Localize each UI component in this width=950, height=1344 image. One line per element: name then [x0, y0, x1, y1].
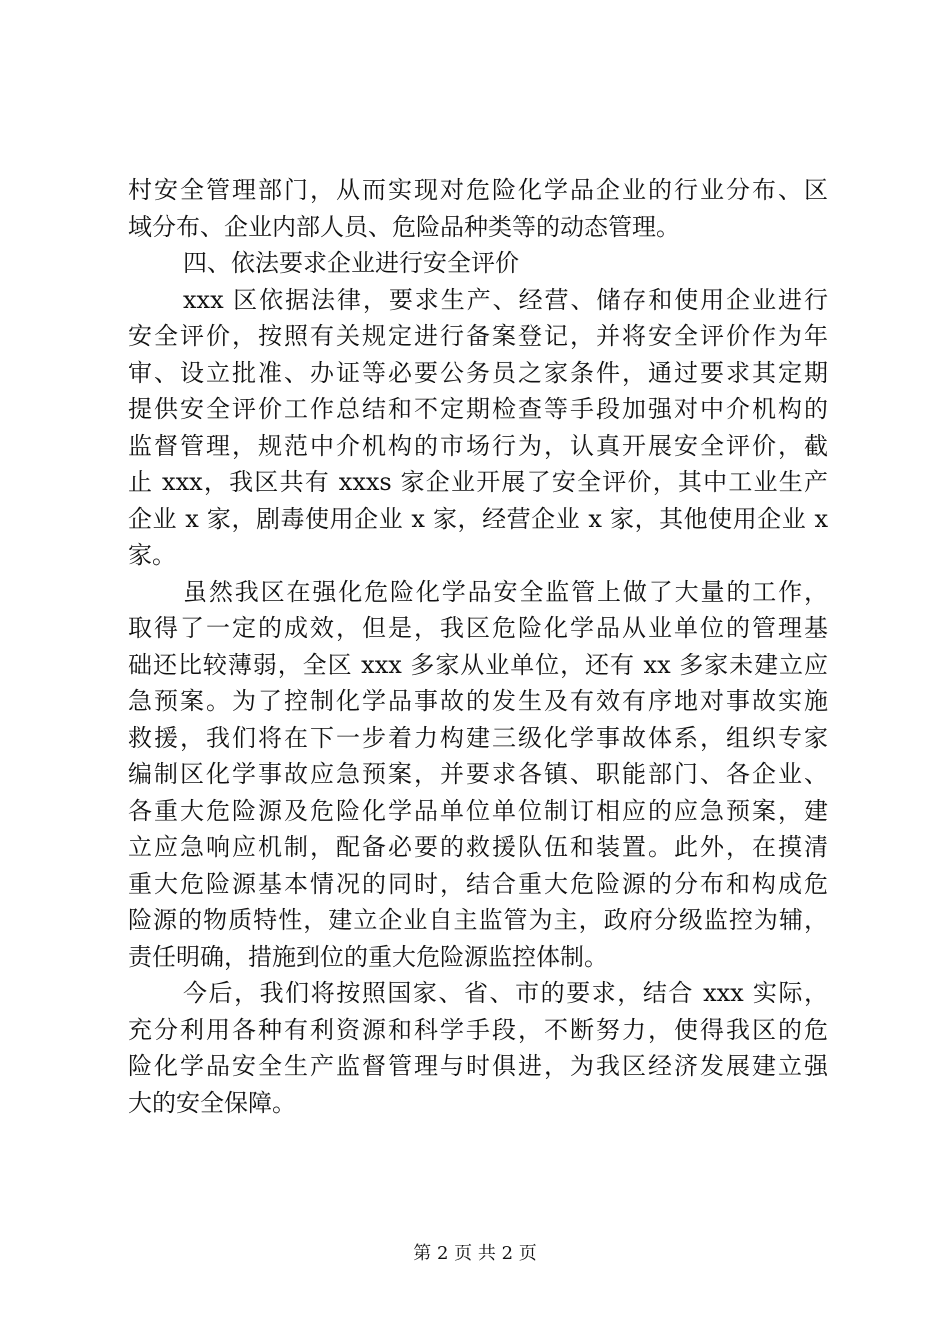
section-heading: 四、依法要求企业进行安全评价 — [183, 249, 519, 277]
text-line: 安全评价，按照有关规定进行备案登记，并将安全评价作为年 — [128, 322, 828, 350]
page-footer: 第 2 页 共 2 页 — [413, 1243, 537, 1264]
text-line: 今后，我们将按照国家、省、市的要求，结合 xxx 实际， — [183, 979, 828, 1007]
text-line: 域分布、企业内部人员、危险品种类等的动态管理。 — [128, 212, 680, 241]
text-line: 责任明确，措施到位的重大危险源监控体制。 — [128, 942, 608, 971]
text-line: xxx 区依据法律，要求生产、经营、储存和使用企业进行 — [183, 285, 828, 314]
text-line: 取得了一定的成效，但是，我区危险化学品从业单位的管理基 — [128, 614, 828, 642]
text-line: 虽然我区在强化危险化学品安全监管上做了大量的工作， — [183, 577, 828, 606]
text-line: 险化学品安全生产监督管理与时俱进，为我区经济发展建立强 — [128, 1052, 828, 1080]
text-line: 救援，我们将在下一步着力构建三级化学事故体系，组织专家 — [128, 723, 828, 752]
text-line: 各重大危险源及危险化学品单位单位制订相应的应急预案，建 — [128, 796, 828, 825]
text-line: 家。 — [128, 541, 176, 569]
text-line: 村安全管理部门，从而实现对危险化学品企业的行业分布、区 — [128, 176, 828, 204]
text-line: 充分利用各种有利资源和科学手段，不断努力，使得我区的危 — [128, 1015, 828, 1044]
text-line: 企业 x 家，剧毒使用企业 x 家，经营企业 x 家，其他使用企业 x — [128, 504, 828, 533]
text-line: 急预案。为了控制化学品事故的发生及有效有序地对事故实施 — [128, 687, 828, 715]
text-line: 编制区化学事故应急预案，并要求各镇、职能部门、各企业、 — [128, 760, 828, 788]
text-line: 立应急响应机制，配备必要的救援队伍和装置。此外，在摸清 — [128, 833, 828, 861]
text-line: 止 xxx，我区共有 xxxs 家企业开展了安全评价，其中工业生产 — [128, 468, 828, 496]
text-line: 大的安全保障。 — [128, 1088, 296, 1117]
text-line: 审、设立批准、办证等必要公务员之家条件，通过要求其定期 — [128, 358, 828, 387]
text-line: 监督管理，规范中介机构的市场行为，认真开展安全评价，截 — [128, 431, 828, 460]
text-line: 提供安全评价工作总结和不定期检查等手段加强对中介机构的 — [128, 395, 828, 423]
text-line: 重大危险源基本情况的同时，结合重大危险源的分布和构成危 — [128, 869, 828, 898]
text-line: 础还比较薄弱，全区 xxx 多家从业单位，还有 xx 多家未建立应 — [128, 650, 828, 679]
document-body — [128, 172, 828, 1121]
text-line: 险源的物质特性，建立企业自主监管为主，政府分级监控为辅， — [128, 906, 828, 934]
